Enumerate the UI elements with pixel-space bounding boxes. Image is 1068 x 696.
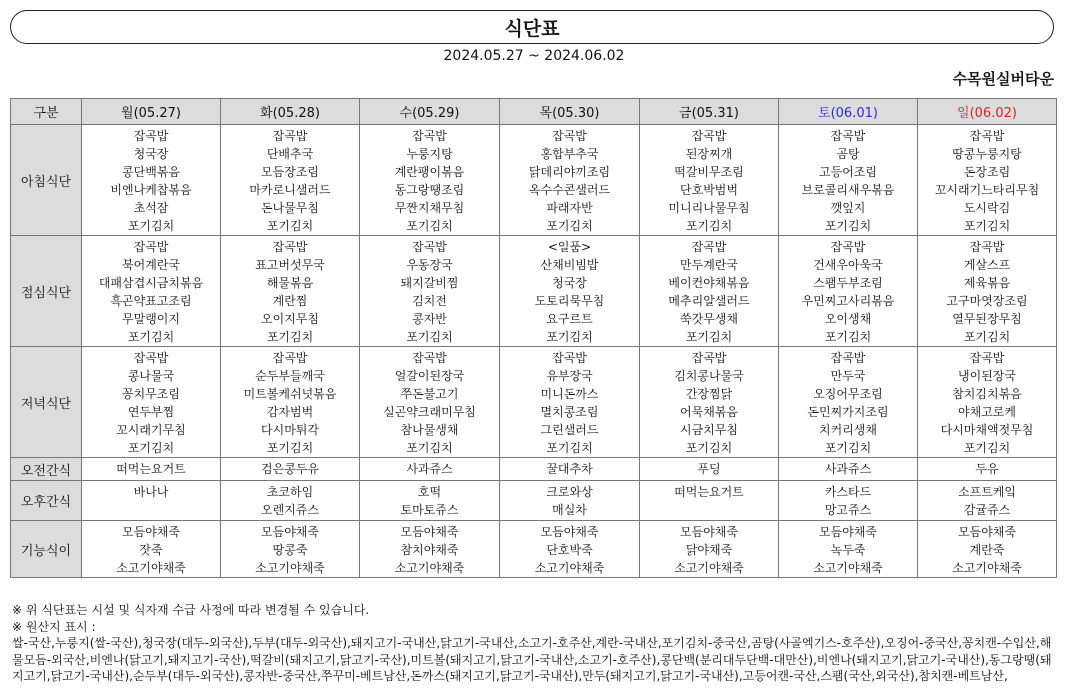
menu-cell [918,236,1057,347]
origin-title: ※ 원산지 표시 : [12,619,96,634]
menu-item: 오징어무조림 [813,387,883,401]
menu-item: 카스타드 [824,485,872,499]
menu-item: 소고기야채죽 [952,561,1022,575]
menu-item: 호떡 [417,485,442,499]
origin-text: 쌀-국산,누룽지(쌀-국산),청국장(대두-외국산),두부(대두-외국산),돼지고기-국내산,닭고기-국내산,소고기-호주산,계란-국내산,포기김치-중국산,곰탕(사골엑기스-호주산),오징어-중국산,꽁치캔-수입산,해물모듬-외국산,비엔나(닭고기,돼지고기-국산),떡갈비(돼지고기,닭고기-국산),미트볼(돼지고기,닭고기-국내산,소고기-호주산),콩단백(분리대두단백-대만산),비엔나(돼지고기,닭고기-국내산),동그랑땡(돼지고기,닭고기-국내산),순두부(대두-외국산),콩자반-중국산,쭈꾸미-베트남산,돈까스(돼지고기,닭고기-국내산),만두(돼지고기,닭고기-국내산),고등어캔-국산,스팸(국산,외국산),참치캔-베트남산, [12,636,1052,684]
menu-item: 포기김치 [824,219,872,233]
menu-cell [640,236,779,347]
menu-item: 우동장국 [406,258,453,272]
menu-item: 무말랭이지 [122,312,180,326]
menu-cell [779,458,918,481]
menu-item: 잡곡밥 [133,240,169,254]
menu-cell [360,521,500,578]
menu-item: 돈민찌가지조림 [807,405,889,419]
menu-item: 잡곡밥 [969,351,1005,365]
menu-item: 브로콜리새우볶음 [801,183,895,197]
meal-table [10,98,1057,578]
menu-item: 간장찜닭 [685,387,733,401]
menu-item: 잡곡밥 [691,240,727,254]
menu-cell [779,521,918,578]
menu-item: 마카로니샐러드 [249,183,331,197]
menu-item: 잡곡밥 [830,351,866,365]
menu-cell [779,125,918,236]
menu-item: 포기김치 [546,219,593,233]
menu-item: 떡갈비무조림 [674,165,744,179]
menu-item: 오렌지쥬스 [261,503,319,517]
menu-item: 망고쥬스 [824,503,872,517]
menu-item: 떠먹는요거트 [116,462,186,476]
menu-item: 콩단백볶음 [122,165,180,179]
menu-item: 포기김치 [963,219,1011,233]
menu-cell [360,125,500,236]
menu-cell [82,481,221,521]
menu-item: 닭데리야끼조림 [528,165,611,179]
menu-item: 잡곡밥 [552,351,587,365]
menu-cell [779,347,918,458]
menu-item: 시금치무침 [680,423,738,437]
menu-item: 어묵채볶음 [680,405,738,419]
menu-item: 소프트케잌 [958,485,1016,499]
header-day: 목(05.30) [500,99,640,125]
menu-item: 꿀대추차 [546,462,593,476]
menu-item: 돈장조림 [963,165,1011,179]
header-day: 금(05.31) [640,99,779,125]
menu-item: 해물볶음 [266,276,314,290]
menu-item: <일품> [547,240,592,254]
menu-cell [918,521,1057,578]
menu-item: 포기김치 [685,330,733,344]
menu-cell [640,521,779,578]
menu-item: 순두부들깨국 [255,369,325,383]
menu-cell [82,521,221,578]
menu-item: 참치김치볶음 [952,387,1022,401]
menu-cell [918,481,1057,521]
menu-item: 게살스프 [963,258,1011,272]
menu-cell [221,125,360,236]
menu-item: 잡곡밥 [830,129,866,143]
menu-item: 단호박범벅 [680,183,738,197]
menu-item: 소고기야채죽 [116,561,186,575]
menu-item: 계란죽 [969,543,1005,557]
menu-cell [918,125,1057,236]
menu-cell [500,458,640,481]
menu-cell [360,347,500,458]
header-day: 화(05.28) [221,99,360,125]
row-label: 오후간식 [11,481,82,521]
menu-item: 도시락김 [963,201,1011,215]
row-label: 오전간식 [11,458,82,481]
menu-item: 포기김치 [127,219,175,233]
menu-item: 땅콩죽 [272,543,308,557]
menu-cell [221,458,360,481]
menu-cell [82,347,221,458]
header-day: 수(05.29) [360,99,500,125]
menu-item: 오이지무침 [261,312,319,326]
menu-cell [779,236,918,347]
menu-item: 사과쥬스 [824,462,872,476]
menu-item: 고구마엿장조림 [946,294,1028,308]
menu-item: 청국장 [133,147,169,161]
menu-item: 무짠지채무침 [394,201,465,215]
menu-cell [221,481,360,521]
menu-item: 참치야채죽 [400,543,459,557]
menu-item: 그린샐러드 [540,423,599,437]
menu-item: 연두부찜 [127,405,175,419]
menu-item: 미니돈까스 [540,387,599,401]
menu-cell [82,125,221,236]
menu-item: 두유 [975,462,999,476]
menu-item: 포기김치 [266,219,314,233]
menu-cell [500,481,640,521]
menu-item: 단배추국 [266,147,314,161]
menu-item: 콩자반 [412,312,447,326]
menu-item: 매실차 [552,503,587,517]
menu-cell [640,125,779,236]
menu-item: 건새우아욱국 [813,258,883,272]
menu-item: 포기김치 [127,441,175,455]
menu-item: 검은콩두유 [261,462,319,476]
menu-item: 멸치콩조림 [540,405,599,419]
menu-item: 계란팽이볶음 [394,165,465,179]
menu-item: 감자범벅 [266,405,314,419]
menu-cell [500,521,640,578]
menu-item: 흑곤약표고조림 [110,294,192,308]
menu-item: 포기김치 [685,441,733,455]
menu-item: 고등어조림 [819,165,877,179]
table-body [11,125,1057,578]
menu-item: 토마토쥬스 [400,503,459,517]
menu-item: 모듬야채죽 [122,525,180,539]
menu-item: 동그랑땡조림 [394,183,465,197]
menu-item: 북어계란국 [122,258,180,272]
menu-item: 미니리나물무침 [668,201,750,215]
menu-item: 바나나 [133,485,169,499]
menu-item: 녹두죽 [830,543,866,557]
menu-item: 모듬야채죽 [958,525,1016,539]
menu-item: 잡곡밥 [691,129,727,143]
row-label: 저녁식단 [11,347,82,458]
menu-item: 메추리알샐러드 [668,294,750,308]
menu-item: 모듬야채죽 [261,525,319,539]
menu-item: 만두국 [830,369,866,383]
menu-item: 모듬야채죽 [540,525,599,539]
table-row [11,521,1057,578]
menu-item: 포기김치 [546,330,593,344]
menu-cell [500,125,640,236]
table-row [11,125,1057,236]
menu-item: 포기김치 [266,441,314,455]
menu-item: 땅콩누룽지탕 [952,147,1022,161]
menu-item: 모듬야채죽 [400,525,459,539]
notice-text: ※ 위 식단표는 시설 및 식자재 수급 사정에 따라 변경될 수 있습니다. [12,603,370,617]
menu-item: 우민찌고사리볶음 [801,294,895,308]
menu-item: 포기김치 [963,330,1011,344]
menu-item: 소고기야채죽 [534,561,605,575]
menu-cell [82,236,221,347]
header-day: 월(05.27) [82,99,221,125]
menu-cell [640,481,779,521]
menu-item: 포기김치 [406,330,453,344]
menu-item: 유부장국 [546,369,593,383]
menu-item: 잡곡밥 [133,351,169,365]
menu-item: 닭야채죽 [685,543,733,557]
menu-item: 잡곡밥 [969,240,1005,254]
menu-item: 파래자반 [546,201,593,215]
menu-item: 제육볶음 [963,276,1011,290]
menu-item: 떠먹는요거트 [674,485,744,499]
menu-item: 옥수수콘샐러드 [528,183,611,197]
menu-item: 김치콩나물국 [674,369,744,383]
menu-item: 잡곡밥 [412,240,447,254]
menu-item: 쭈돈불고기 [400,387,459,401]
menu-item: 잡곡밥 [272,351,308,365]
menu-item: 콩나물국 [127,369,175,383]
menu-item: 사과쥬스 [406,462,453,476]
menu-item: 모듬야채죽 [819,525,877,539]
menu-cell [918,458,1057,481]
menu-cell [221,236,360,347]
menu-item: 베이컨야채볶음 [668,276,750,290]
menu-cell [82,458,221,481]
menu-item: 모듬야채죽 [680,525,738,539]
menu-item: 소고기야채죽 [674,561,744,575]
menu-item: 푸딩 [697,462,721,476]
menu-item: 잡곡밥 [272,240,308,254]
menu-item: 꼬시래기무침 [116,423,186,437]
menu-cell [221,521,360,578]
menu-item: 미트볼케쉬넛볶음 [243,387,337,401]
menu-item: 잡곡밥 [830,240,866,254]
menu-item: 포기김치 [406,441,453,455]
page-title: 식단표 [504,17,560,40]
menu-item: 돼지갈비찜 [400,276,459,290]
menu-item: 감귤쥬스 [963,503,1011,517]
menu-item: 포기김치 [266,330,314,344]
menu-item: 치커리생채 [819,423,877,437]
menu-title-box [10,10,1054,44]
menu-item: 소고기야채죽 [394,561,465,575]
menu-cell [640,347,779,458]
menu-item: 포기김치 [685,219,733,233]
menu-item: 잡곡밥 [272,129,308,143]
menu-item: 잡곡밥 [691,351,727,365]
menu-item: 포기김치 [406,219,453,233]
menu-item: 다시마튀각 [261,423,319,437]
menu-item: 된장찌개 [685,147,733,161]
menu-item: 요구르트 [546,312,593,326]
menu-item: 크로와상 [546,485,593,499]
menu-item: 소고기야채죽 [255,561,325,575]
menu-cell [640,458,779,481]
menu-item: 포기김치 [127,330,175,344]
menu-cell [360,458,500,481]
menu-item: 계란찜 [272,294,308,308]
menu-item: 초석잠 [133,201,169,215]
menu-item: 잣죽 [139,543,163,557]
menu-item: 꽁치무조림 [122,387,180,401]
menu-item: 모듬장조림 [261,165,319,179]
menu-item: 꼬시래기느타리무침 [934,183,1040,197]
menu-cell [918,347,1057,458]
row-label: 아침식단 [11,125,82,236]
menu-item: 다시마채액젓무침 [940,423,1034,437]
menu-item: 곰탕 [836,147,860,161]
header-category: 구분 [11,99,82,125]
menu-item: 실곤약크래미무침 [383,405,476,419]
menu-item: 참나물생채 [400,423,459,437]
menu-cell [221,347,360,458]
menu-cell [500,347,640,458]
menu-cell [500,236,640,347]
menu-item: 초코하임 [266,485,314,499]
menu-cell [360,481,500,521]
menu-item: 청국장 [552,276,587,290]
menu-item: 김치전 [412,294,447,308]
menu-item: 잡곡밥 [133,129,169,143]
menu-item: 산채비빔밥 [540,258,599,272]
table-header-row [11,99,1057,125]
menu-item: 얼갈이된장국 [394,369,465,383]
menu-item: 쑥갓무생채 [680,312,738,326]
menu-cell [360,236,500,347]
menu-item: 열무된장무침 [952,312,1022,326]
menu-item: 포기김치 [824,441,872,455]
menu-item: 포기김치 [546,441,593,455]
row-label: 점심식단 [11,236,82,347]
menu-item: 도토리묵무침 [534,294,605,308]
header-day: 일(06.02) [918,99,1057,125]
menu-item: 잡곡밥 [552,129,587,143]
table-row [11,347,1057,458]
menu-item: 잡곡밥 [412,129,447,143]
menu-item: 포기김치 [963,441,1011,455]
menu-item: 돈나물무침 [261,201,319,215]
menu-item: 누룽지탕 [406,147,453,161]
menu-item: 대패삼겹시금치볶음 [98,276,204,290]
row-label: 기능식이 [11,521,82,578]
notes-section [12,602,1056,685]
facility-name: 수목원실버타운 [952,70,1054,88]
table-row [11,481,1057,521]
menu-item: 홍합부추국 [540,147,599,161]
menu-item: 스팸두부조림 [813,276,883,290]
menu-item: 깻잎지 [830,201,866,215]
menu-item: 비엔나케찹볶음 [110,183,192,197]
menu-item: 잡곡밥 [969,129,1005,143]
menu-item: 야채고로케 [958,405,1016,419]
header-day: 토(06.01) [779,99,918,125]
table-row [11,236,1057,347]
table-row [11,458,1057,481]
date-range: 2024.05.27 ~ 2024.06.02 [443,48,625,64]
menu-item: 포기김치 [824,330,872,344]
menu-item: 잡곡밥 [412,351,447,365]
menu-item: 소고기야채죽 [813,561,883,575]
menu-item: 표고버섯무국 [255,258,325,272]
menu-cell [779,481,918,521]
menu-item: 오이생채 [824,312,872,326]
menu-item: 냉이된장국 [958,369,1016,383]
menu-item: 만두계란국 [680,258,738,272]
menu-item: 단호박죽 [546,543,593,557]
